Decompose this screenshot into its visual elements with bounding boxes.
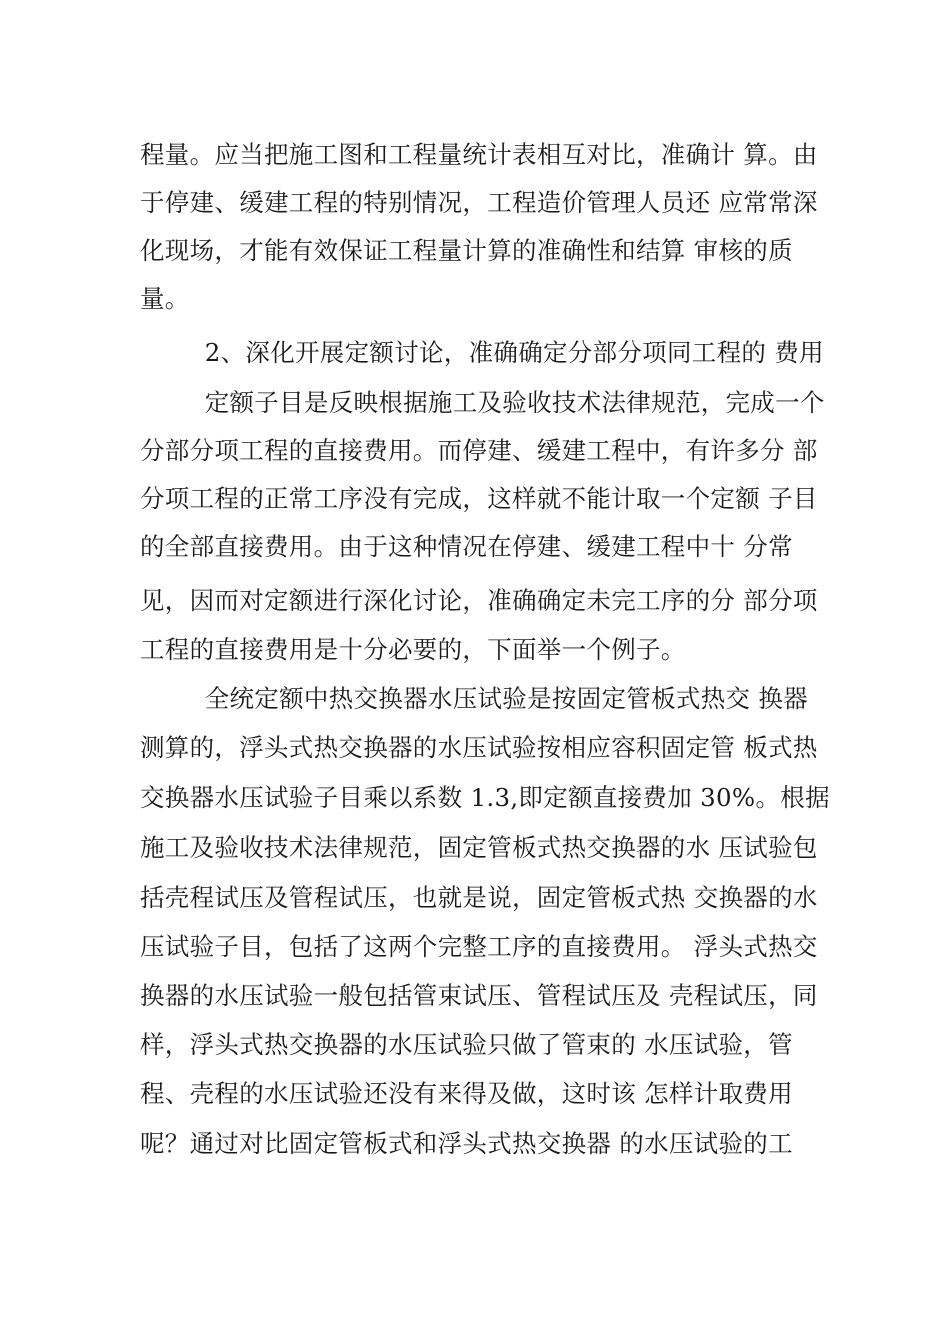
- text-line: 换器的水压试验一般包括管束试压、管程试压及 壳程试压，同: [140, 981, 818, 1010]
- text-line: 分部分项工程的直接费用。而停建、缓建工程中，有许多分 部: [140, 436, 818, 465]
- text-line: 于停建、缓建工程的特别情况，工程造价管理人员还 应常常深: [140, 188, 818, 217]
- text-line: 程、壳程的水压试验还没有来得及做，这时该 怎样计取费用: [140, 1079, 793, 1108]
- text-line: 全统定额中热交换器水压试验是按固定管板式热交 换器: [140, 684, 808, 713]
- text-line: 见，因而对定额进行深化讨论，准确确定未完工序的分 部分项: [140, 586, 818, 615]
- text-line: 测算的，浮头式热交换器的水压试验按相应容积固定管 板式热: [140, 733, 818, 762]
- text-line: 施工及验收技术法律规范，固定管板式热交换器的水 压试验包: [140, 833, 818, 862]
- text-line: 呢？通过对比固定管板式和浮头式热交换器 的水压试验的工: [140, 1129, 793, 1158]
- text-line: 压试验子目，包括了这两个完整工序的直接费用。 浮头式热交: [140, 932, 818, 961]
- section-heading: 2、深化开展定额讨论，准确确定分部分项同工程的 费用: [140, 338, 824, 367]
- text-line: 化现场，才能有效保证工程量计算的准确性和结算 审核的质: [140, 236, 793, 265]
- text-line: 样，浮头式热交换器的水压试验只做了管束的 水压试验，管: [140, 1030, 793, 1059]
- text-line: 定额子目是反映根据施工及验收技术法律规范，完成一个: [140, 388, 825, 417]
- text-line: 分项工程的正常工序没有完成，这样就不能计取一个定额 子目: [140, 484, 818, 513]
- text-line: 交换器水压试验子目乘以系数 1.3,即定额直接费加 30%。根据: [140, 783, 830, 812]
- text-line: 括壳程试压及管程试压，也就是说，固定管板式热 交换器的水: [140, 883, 818, 912]
- text-line: 的全部直接费用。由于这种情况在停建、缓建工程中十 分常: [140, 532, 793, 561]
- text-line: 量。: [140, 284, 190, 313]
- text-line: 程量。应当把施工图和工程量统计表相互对比，准确计 算。由: [140, 140, 818, 169]
- text-line: 工程的直接费用是十分必要的，下面举一个例子。: [140, 635, 686, 664]
